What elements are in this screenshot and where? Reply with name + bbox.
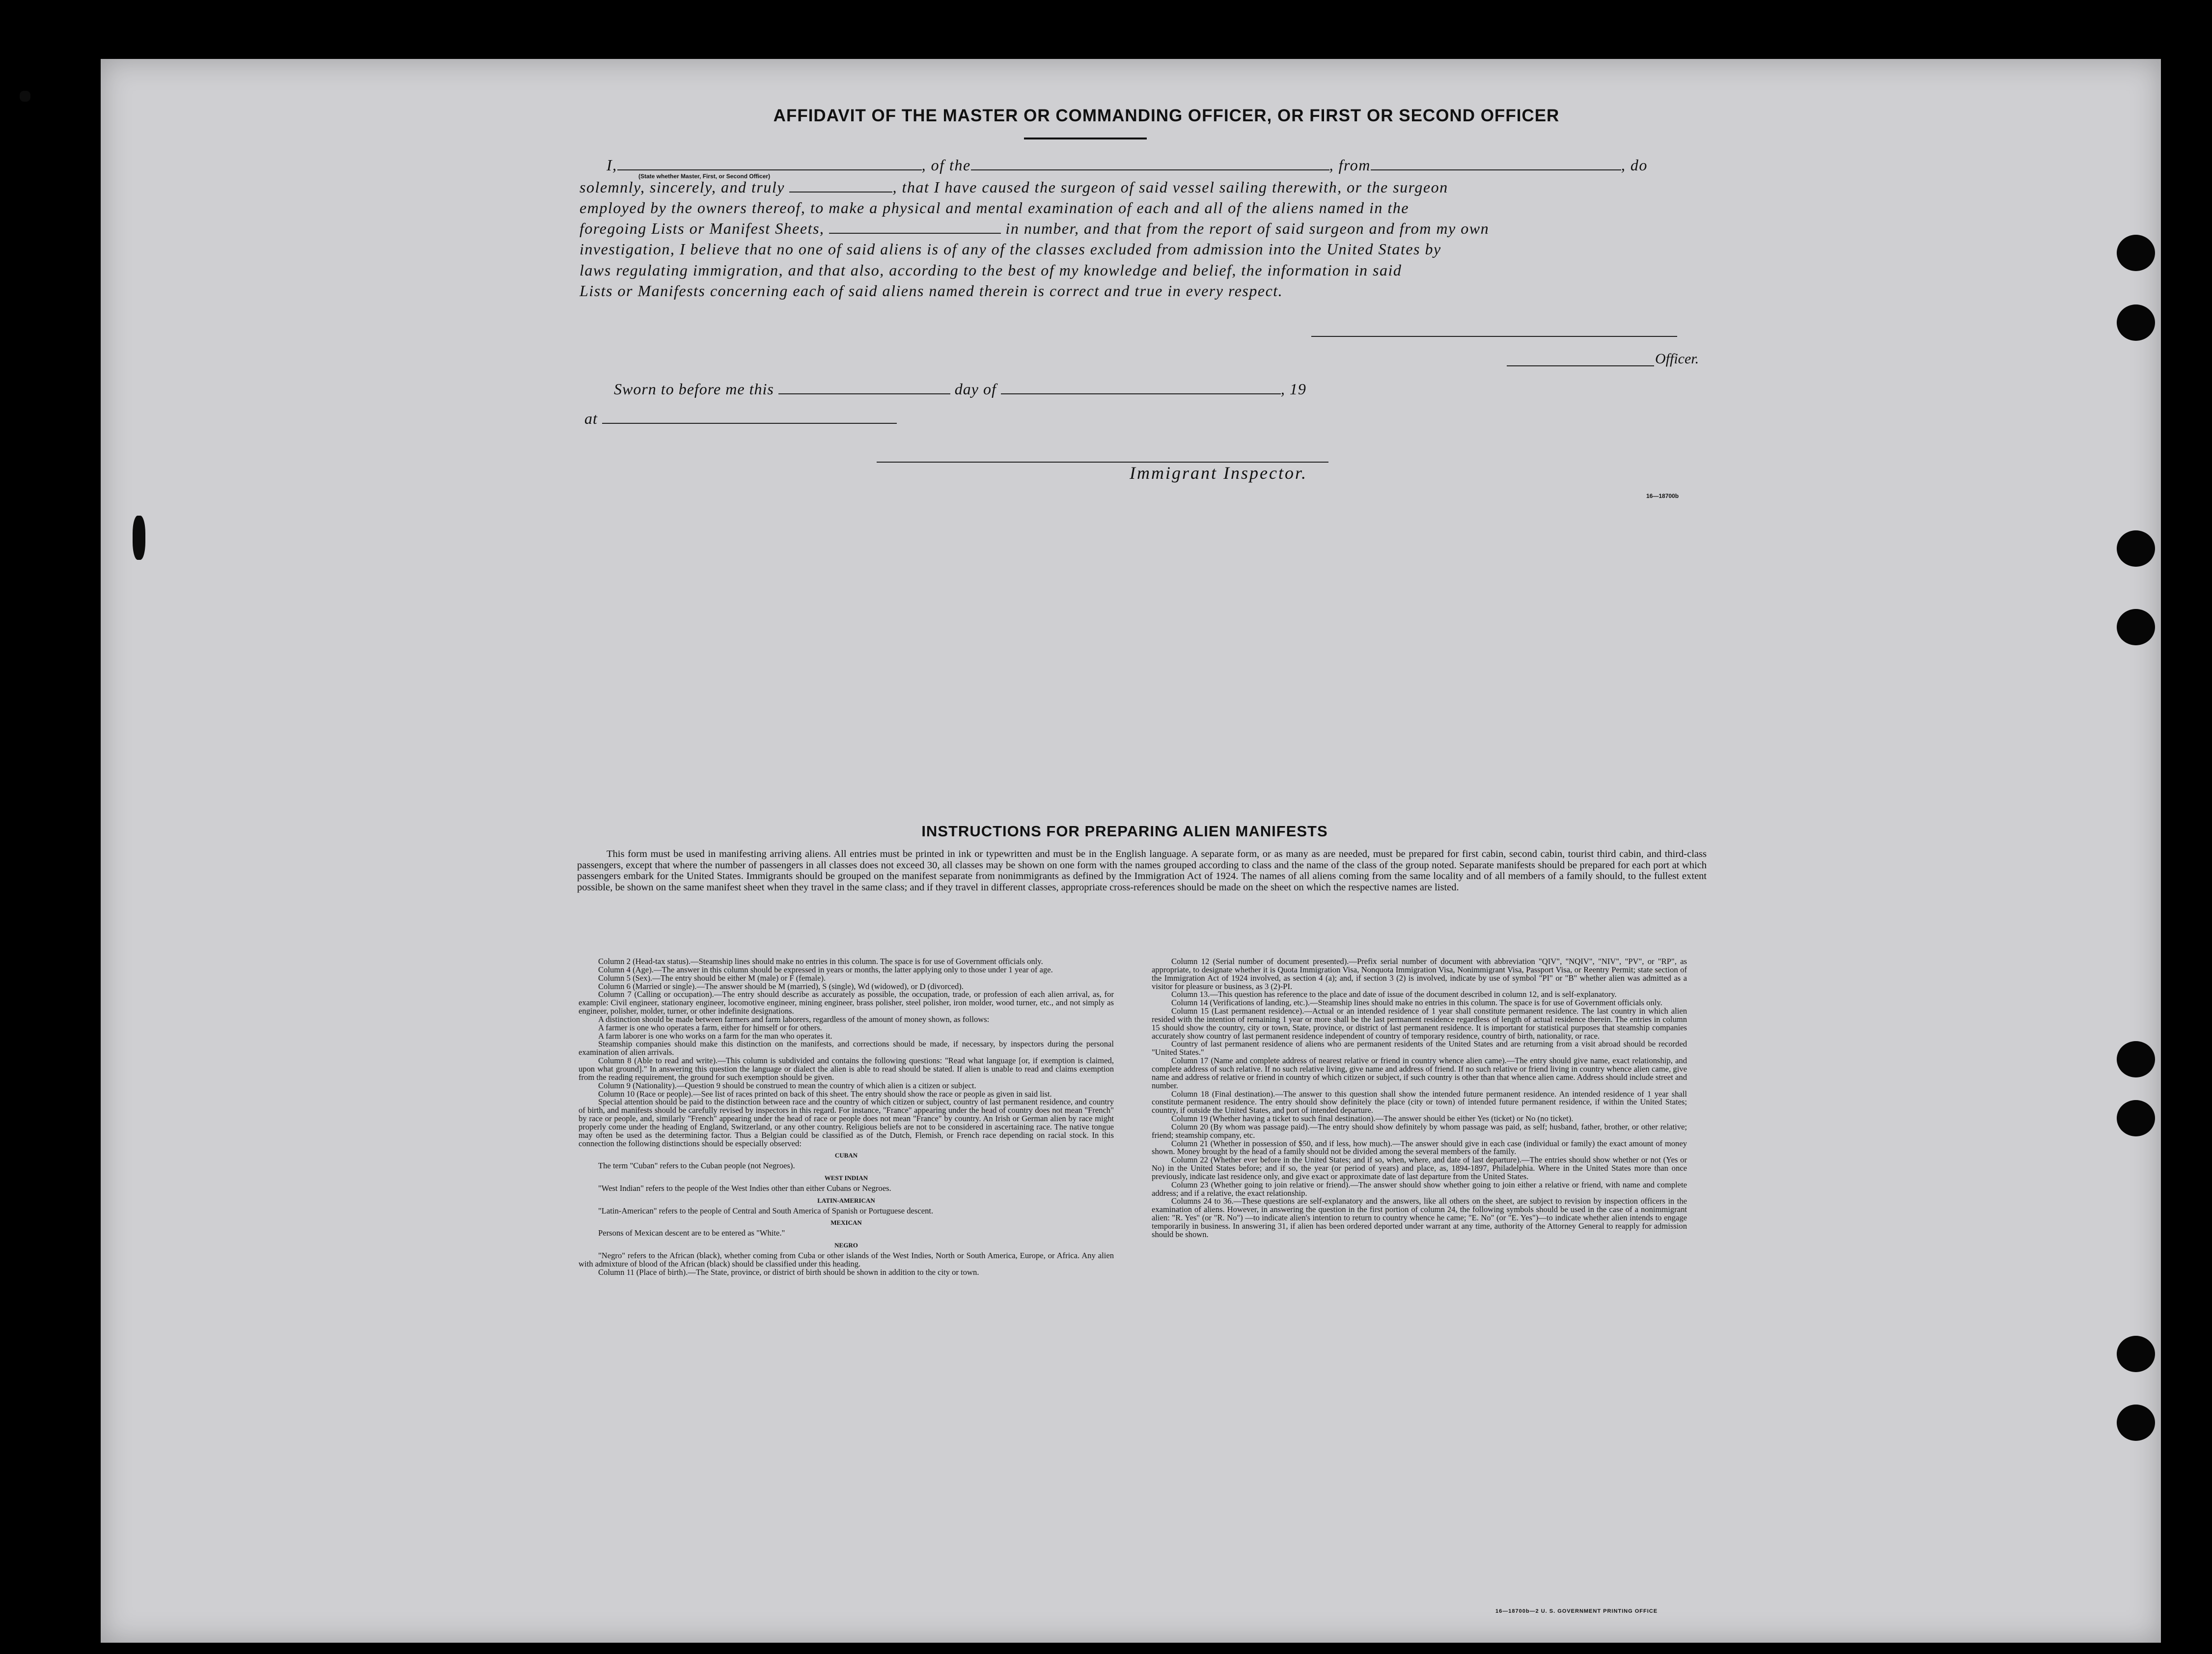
instruction-paragraph: Column 14 (Verifications of landing, etc.).—Steamship lines should make no entries in this column. The space is for use of Government officials only. — [1171, 998, 1662, 1008]
instruction-paragraph: Column 13.—This question has reference to the place and date of issue of the document described in column 12, and is self-explanatory. — [1171, 990, 1617, 999]
ink-blot — [20, 91, 30, 102]
signature-line — [1311, 336, 1677, 337]
punch-hole — [2117, 1336, 2155, 1372]
text-of-the: , of the — [921, 156, 971, 174]
instructions-right-column — [1152, 958, 1687, 1239]
instructions-left-column — [579, 958, 1114, 1277]
instruction-paragraph: Column 12 (Serial number of document presented).—Prefix serial number of document with abbreviation "QIV", "NQIV", "NIV", "PV", or "RP", as appropriate, to designate whether it is Quota Immigration Visa, Nonquota Immigration Visa, Nonimmigrant Visa, Passport Visa, or Reentry Permit; state section of the Immigration Act of 1924 involved, as section 4 (a); and, if section 3 (2) is involved, indicate by use of symbol "PI" or "B" whether alien was admitted as a visitor for pleasure or business, as 3 (2)-PI. — [1152, 957, 1687, 991]
instructions-title: INSTRUCTIONS FOR PREPARING ALIEN MANIFESTS — [921, 823, 1328, 840]
instruction-paragraph: Column 4 (Age).—The answer in this column should be expressed in years or months, the latter applying only to those under 1 year of age. — [598, 965, 1053, 974]
instruction-paragraph: Steamship companies should make this distinction on the manifests, and corrections should be made, if necessary, by inspectors during the personal examination of alien arrivals. — [579, 1039, 1114, 1057]
punch-hole — [2117, 1100, 2155, 1136]
instruction-paragraph: Column 10 (Race or people).—See list of races printed on back of this sheet. The entry should show the race or people as given in said list. — [598, 1089, 1052, 1099]
officer-label: Officer. — [1655, 351, 1699, 367]
instruction-paragraph: Column 17 (Name and complete address of nearest relative or friend in country whence alien came).—The entry should give name, exact relationship, and complete address of such relative. If no such relative living, give name and address of friend. If no such relative or friend living in country whence alien came, give name and address of relative or friend in country of which citizen or subject, if such country is other than that whence alien came. Address should include street and number. — [1152, 1056, 1687, 1090]
west-indian-heading: WEST INDIAN — [824, 1174, 868, 1182]
mexican-text: Persons of Mexican descent are to be entered as "White." — [598, 1228, 785, 1238]
instruction-paragraph: Column 7 (Calling or occupation).—The entry should describe as accurately as possible, the occupation, trade, or profession of each alien arrival, as, for example: Civil engineer, stationary engineer, locomotive engineer, mining engineer, brass polisher, steel polisher, iron molder, wood turner, etc., and not simply as engineer, polisher, molder, turner, or other indefinite designations. — [579, 990, 1114, 1016]
instruction-paragraph: Country of last permanent residence of aliens who are permanent residents of the United States and are returning from a visit abroad should be recorded "United States." — [1152, 1039, 1687, 1057]
text-from: , from — [1329, 156, 1371, 174]
officer-signature-line — [1507, 365, 1654, 366]
punch-hole — [2117, 609, 2155, 645]
negro-text: "Negro" refers to the African (black), whether coming from Cuba or other islands of the West Indies, North or South America, Europe, or Africa. Any alien with admixture of blood of the African (black) should be classified under this heading. — [579, 1251, 1114, 1268]
text-i: I, — [607, 156, 617, 174]
west-indian-text: "West Indian" refers to the people of the West Indies other than either Cubans or Negroes. — [598, 1183, 891, 1193]
punch-hole — [2117, 235, 2155, 271]
instruction-paragraph: Column 8 (Able to read and write).—This column is subdivided and contains the following questions: "Read what language [or, if exemption is claimed, upon what ground]." In answering this question the language or dialect the alien is able to read should be stated. If alien is unable to read and claims exemption from the reading requirement, the ground for such exemption should be given. — [579, 1056, 1114, 1082]
affidavit-line-5: investigation, I believe that no one of said aliens is of any of the classes excluded from admission into the United States by — [580, 240, 1441, 258]
instruction-paragraph: Column 19 (Whether having a ticket to such final destination).—The answer should be either Yes (ticket) or No (no ticket). — [1171, 1114, 1574, 1124]
punch-hole — [2117, 530, 2155, 567]
punch-hole — [2117, 1405, 2155, 1441]
affidavit-line-2: solemnly, sincerely, and truly , that I have caused the surgeon of said vessel sailing therewith, or the surgeon — [580, 178, 1448, 196]
instruction-paragraph: A distinction should be made between farmers and farm laborers, regardless of the amount of money shown, as follows: — [598, 1014, 990, 1024]
instruction-paragraph: Column 2 (Head-tax status).—Steamship lines should make no entries in this column. The space is for use of Government officials only. — [598, 957, 1043, 966]
column-11-text: Column 11 (Place of birth).—The State, province, or district of birth should be shown in addition to the city or town. — [598, 1267, 979, 1277]
negro-heading: NEGRO — [834, 1241, 858, 1249]
punch-hole — [2117, 1041, 2155, 1077]
punch-hole — [2117, 304, 2155, 341]
instruction-paragraph: Column 9 (Nationality).—Question 9 should be construed to mean the country of which alien is a citizen or subject. — [598, 1080, 976, 1090]
at-line: at — [584, 410, 897, 428]
form-code: 16—18700b — [1646, 493, 1679, 499]
affidavit-line-6: laws regulating immigration, and that also, according to the best of my knowledge and belief, the information in said — [580, 261, 1402, 279]
cuban-heading: CUBAN — [834, 1152, 858, 1159]
instruction-paragraph: Special attention should be paid to the distinction between race and the country of which citizen or subject, country of last permanent residence, and country of birth, and manifests should be carefully revised by inspectors in this regard. For instance, "France" appearing under the head of country does not mean "French" by race or people, and, similarly "French" appearing under the head of race or people does not mean "France" by country. An Irish or German alien by race might properly come under the heading of England, Switzerland, or any other country. Religious beliefs are not to be considered in ascertaining race. The native tongue may often be used as the determining factor. Thus a Belgian could be classified as of the Dutch, Flemish, or French race depending on racial stock. In this connection the following distinctions should be especially observed: — [579, 1097, 1114, 1148]
officer-rank-note: (State whether Master, First, or Second Officer) — [638, 173, 771, 180]
instruction-paragraph: Column 22 (Whether ever before in the United States; and if so, when, where, and date of last departure).—The entries should show whether or not (Yes or No) in the United States before; and if so, the year (or period of years) and place, as, 1894-1897, Philadelphia. Where in the United States more than once previously, indicate last residence only, and give exact or approximate date of last departure from the United States. — [1152, 1155, 1687, 1181]
cuban-text: The term "Cuban" refers to the Cuban people (not Negroes). — [598, 1161, 795, 1171]
instruction-paragraph: A farm laborer is one who works on a farm for the man who operates it. — [598, 1031, 832, 1041]
sworn-line: Sworn to before me this day of , 19 — [614, 380, 1306, 398]
instruction-paragraph: Column 23 (Whether going to join relative or friend).—The answer should show whether going to join either a relative or friend, with name and complete address; and if a relative, the exact relationship. — [1152, 1180, 1687, 1198]
instruction-paragraph: Column 20 (By whom was passage paid).—The entry should show definitely by whom passage was paid, as self; husband, father, brother, or other relative; friend; steamship company, etc. — [1152, 1122, 1687, 1140]
instruction-paragraph: Column 21 (Whether in possession of $50, and if less, how much).—The answer should give in each case (individual or family) the exact amount of money shown. Money brought by the head of a family should not be divided among the several members of the family. — [1152, 1138, 1687, 1157]
instruction-paragraph: Column 18 (Final destination).—The answer to this question shall show the intended future permanent residence. An intended residence of 1 year shall constitute permanent residence. The entry should show definitely the place (city or town) of intended future permanent residence, if within the United States; country, if outside the United States, and port of intended departure. — [1152, 1089, 1687, 1115]
mexican-heading: MEXICAN — [830, 1219, 862, 1227]
affidavit-line-4: foregoing Lists or Manifest Sheets, in number, and that from the report of said surgeon and from my own — [580, 220, 1490, 237]
affidavit-title: AFFIDAVIT OF THE MASTER OR COMMANDING OFFICER, OR FIRST OR SECOND OFFICER — [773, 106, 1560, 125]
title-underline — [1024, 138, 1147, 139]
instruction-paragraph: A farmer is one who operates a farm, either for himself or for others. — [598, 1022, 822, 1032]
instructions-intro: This form must be used in manifesting arriving aliens. All entries must be printed in ink or typewritten and must be in the English language. A separate form, or as many as are needed, must be prepared for first cabin, second cabin, tourist third cabin, and third-class passengers, except that where the number of passengers in all classes does not exceed 30, all classes may be shown on one form with the names grouped according to class and the name of the class of the group noted. Separate manifests should be prepared for each port at which passengers embark for the United States. Immigrants should be grouped on the manifest separate from nonimmigrants as defined by the Immigration Act of 1924. The names of all aliens coming from the same locality and of all members of a family should, to the fullest extent possible, be shown on the same manifest sheet when they travel in the same class; and if they travel in different classes, appropriate cross-references should be made on the sheet on which the respective names are listed. — [577, 849, 1707, 893]
affidavit-line-3: employed by the owners thereof, to make a physical and mental examination of each and all of the aliens named in the — [580, 199, 1409, 217]
ink-blot — [133, 516, 145, 560]
inspector-label: Immigrant Inspector. — [1130, 463, 1307, 483]
affidavit-line-7: Lists or Manifests concerning each of said aliens named therein is correct and true in every respect. — [580, 282, 1283, 300]
text-do: , do — [1621, 156, 1648, 174]
affidavit-line-1 — [580, 156, 1709, 174]
instruction-paragraph: Column 6 (Married or single).—The answer should be M (married), S (single), Wd (widowed), or D (divorced). — [598, 981, 964, 991]
latin-american-heading: LATIN-AMERICAN — [817, 1196, 875, 1204]
instruction-paragraph: Column 5 (Sex).—The entry should be either M (male) or F (female). — [598, 973, 826, 983]
instruction-paragraph: Columns 24 to 36.—These questions are self-explanatory and the answers, like all others on the sheet, are subject to revision by inspection officers in the examination of aliens. However, in answering the question in the first portion of column 24, the following symbols should be used in the case of a nonimmigrant alien: "R. Yes" (or "R. No") —to indicate alien's intention to return to country whence he came; "E. No" (or "E. Yes")—to indicate whether alien intends to engage temporarily in business. In answering 31, if alien has been ordered deported under warrant at any time, authority of the Attorney General to reapply for admission should be shown. — [1152, 1196, 1687, 1239]
printer-line: 16—18700b—2 U. S. GOVERNMENT PRINTING OFFICE — [1495, 1608, 1658, 1614]
latin-american-text: "Latin-American" refers to the people of Central and South America of Spanish or Portuguese descent. — [598, 1206, 934, 1215]
instruction-paragraph: Column 15 (Last permanent residence).—Actual or an intended residence of 1 year shall constitute permanent residence. The last country in which alien resided with the intention of remaining 1 year or more shall be the last permanent residence regardless of length of actual residence therein. The entries in column 15 should show the country, city or town, State, province, or district of last permanent residence. It is important for statistical purposes that steamship companies accurately show country of last permanent residence independent of country of temporary residence, country of birth, nationality, or race. — [1152, 1006, 1687, 1041]
